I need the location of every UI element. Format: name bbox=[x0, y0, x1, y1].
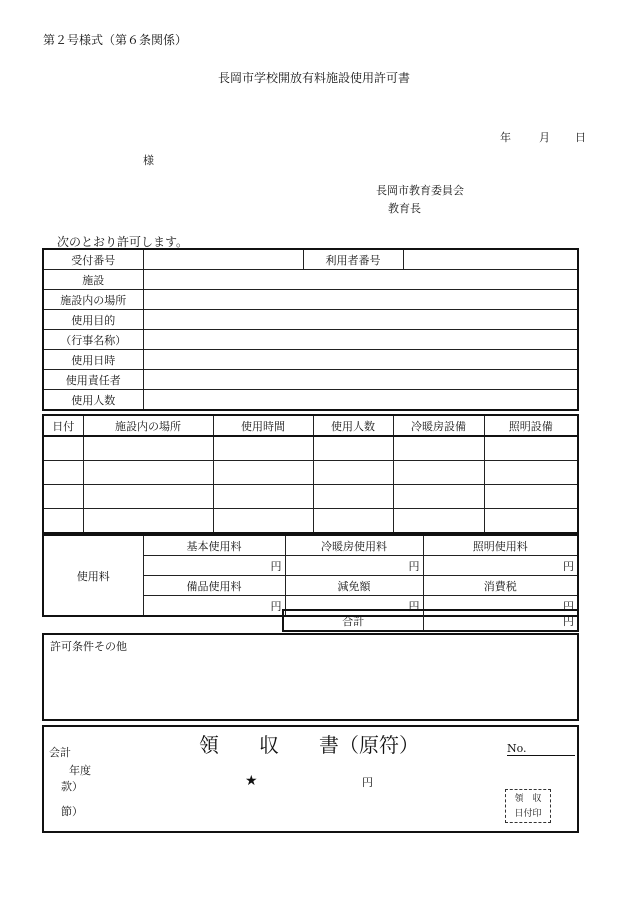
event-name-label: （行事名称） bbox=[43, 330, 143, 350]
date-day: 日 bbox=[575, 131, 586, 144]
accounting-label: 会計 bbox=[49, 746, 71, 759]
location-field[interactable] bbox=[143, 290, 578, 310]
lighting-fee-field[interactable]: 円 bbox=[423, 556, 578, 576]
stamp-line-2: 日付印 bbox=[514, 809, 542, 819]
basic-fee-label: 基本使用料 bbox=[143, 535, 285, 556]
conditions-label: 許可条件その他 bbox=[50, 640, 127, 653]
col-location: 施設内の場所 bbox=[83, 415, 213, 436]
form-number: 第２号様式（第６条関係） bbox=[43, 33, 188, 47]
user-no-field[interactable] bbox=[403, 249, 578, 270]
tax-field[interactable]: 円 bbox=[423, 596, 578, 617]
col-hvac: 冷暖房設備 bbox=[393, 415, 484, 436]
total-label: 合計 bbox=[283, 610, 423, 631]
responsible-label: 使用責任者 bbox=[43, 370, 143, 390]
receipt-no-field[interactable] bbox=[143, 249, 303, 270]
schedule-table bbox=[42, 414, 579, 534]
star-icon: ★ bbox=[245, 773, 258, 789]
facility-label: 施設 bbox=[43, 270, 143, 290]
fees-table bbox=[42, 534, 579, 617]
col-time: 使用時間 bbox=[213, 415, 313, 436]
stamp-line-1: 領 収 bbox=[514, 794, 542, 804]
fee-label: 使用料 bbox=[43, 535, 143, 616]
location-label: 施設内の場所 bbox=[43, 290, 143, 310]
intro-text: 次のとおり許可します。 bbox=[57, 235, 189, 249]
receipt-yen: 円 bbox=[362, 776, 373, 789]
col-headcount: 使用人数 bbox=[313, 415, 393, 436]
equipment-fee-label: 備品使用料 bbox=[143, 576, 285, 596]
col-date: 日付 bbox=[43, 415, 83, 436]
responsible-field[interactable] bbox=[143, 370, 578, 390]
user-no-label: 利用者番号 bbox=[303, 249, 403, 270]
event-name-field[interactable] bbox=[143, 330, 578, 350]
purpose-field[interactable] bbox=[143, 310, 578, 330]
fiscal-year-label: 年度 bbox=[69, 764, 91, 777]
document-title: 長岡市学校開放有料施設使用許可書 bbox=[218, 71, 411, 85]
facility-field[interactable] bbox=[143, 270, 578, 290]
permit-details-table bbox=[42, 248, 579, 411]
basic-fee-field[interactable]: 円 bbox=[143, 556, 285, 576]
table-row bbox=[43, 509, 578, 534]
datetime-field[interactable] bbox=[143, 350, 578, 370]
receipt-title: 領 収 書（原符） bbox=[199, 733, 419, 757]
lighting-fee-label: 照明使用料 bbox=[423, 535, 578, 556]
kan-label: 款） bbox=[61, 780, 83, 793]
headcount-field[interactable] bbox=[143, 390, 578, 411]
receipt-no-label: 受付番号 bbox=[43, 249, 143, 270]
tax-label: 消費税 bbox=[423, 576, 578, 596]
table-row bbox=[43, 436, 578, 461]
reduction-label: 減免額 bbox=[285, 576, 423, 596]
issuer-org: 長岡市教育委員会 bbox=[376, 184, 464, 197]
conditions-box[interactable] bbox=[42, 633, 579, 721]
date-year: 年 bbox=[500, 131, 511, 144]
date-stamp-box bbox=[505, 789, 551, 823]
datetime-label: 使用日時 bbox=[43, 350, 143, 370]
equipment-fee-field[interactable]: 円 bbox=[143, 596, 285, 617]
date-month: 月 bbox=[539, 131, 550, 144]
setsu-label: 節） bbox=[61, 805, 83, 818]
reduction-field[interactable]: 円 bbox=[285, 596, 423, 617]
receipt-box bbox=[42, 725, 579, 833]
cooling-fee-label: 冷暖房使用料 bbox=[285, 535, 423, 556]
receipt-no: No. bbox=[507, 742, 575, 756]
col-lighting: 照明設備 bbox=[484, 415, 578, 436]
table-row bbox=[43, 461, 578, 485]
cooling-fee-field[interactable]: 円 bbox=[285, 556, 423, 576]
total-field[interactable]: 円 bbox=[423, 610, 578, 631]
issuer-role: 教育長 bbox=[388, 202, 421, 215]
purpose-label: 使用目的 bbox=[43, 310, 143, 330]
table-row bbox=[43, 485, 578, 509]
total-table bbox=[282, 609, 579, 632]
addressee-suffix: 様 bbox=[143, 154, 154, 167]
headcount-label: 使用人数 bbox=[43, 390, 143, 411]
